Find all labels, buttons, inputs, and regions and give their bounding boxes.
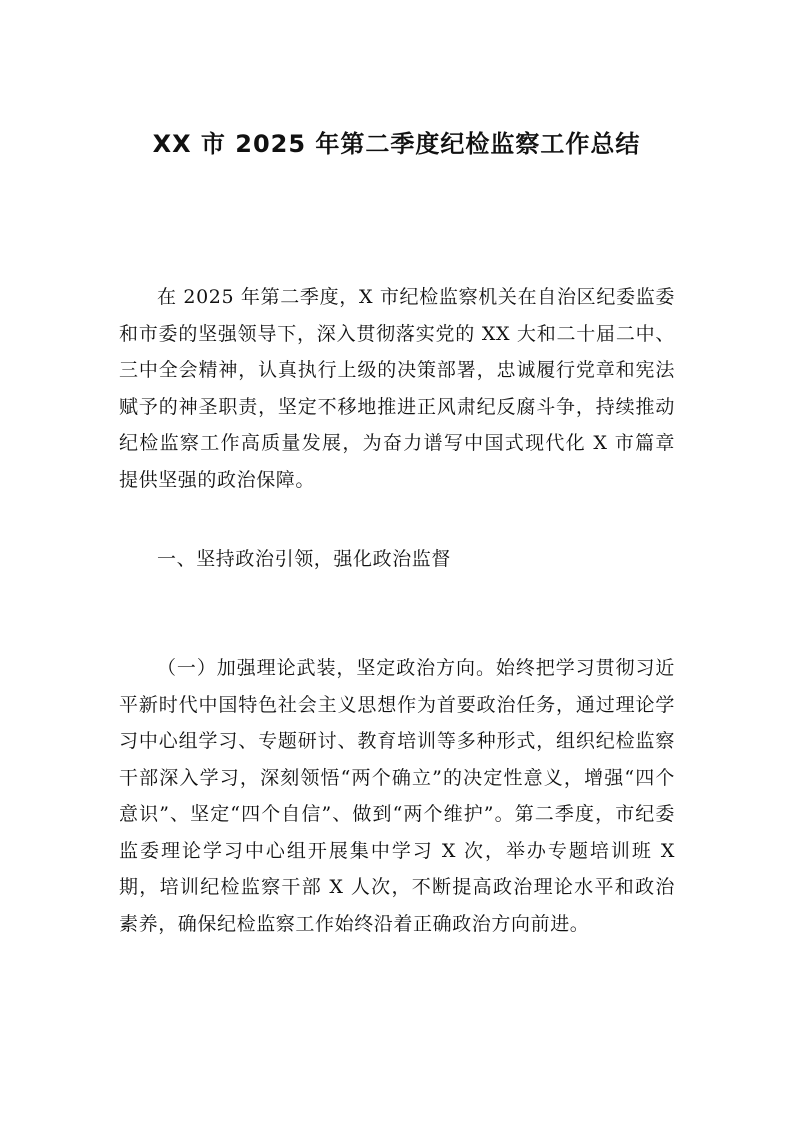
section-heading: 一、坚持政治引领，强化政治监督 bbox=[157, 548, 452, 570]
document-title: XX 市 2025 年第二季度纪检监察工作总结 bbox=[152, 130, 641, 158]
intro-paragraph: 在 2025 年第二季度，X 市纪检监察机关在自治区纪委监委和市委的坚强领导下，深入贯彻落实党的 XX 大和二十届二中、三中全会精神，认真执行上级的决策部署，忠诚履行党章和宪法赋予的神圣职责，坚定不移地推进正风肃纪反腐斗争，持续推动纪检监察工作高质量发展，为奋力谱写中国式现代化 X 市篇章提供坚强的政治保障。 bbox=[119, 286, 675, 491]
section-paragraph: （一）加强理论武装，坚定政治方向。始终把学习贯彻习近平新时代中国特色社会主义思想作为首要政治任务，通过理论学习中心组学习、专题研讨、教育培训等多种形式，组织纪检监察干部深入学习，深刻领悟“两个确立”的决定性意义，增强“四个意识”、坚定“四个自信”、做到“两个维护”。第二季度，市纪委监委理论学习中心组开展集中学习 X 次，举办专题培训班 X 期，培训纪检监察干部 X 人次，不断提高政治理论水平和政治素养，确保纪检监察工作始终沿着正确政治方向前进。 bbox=[119, 657, 675, 935]
